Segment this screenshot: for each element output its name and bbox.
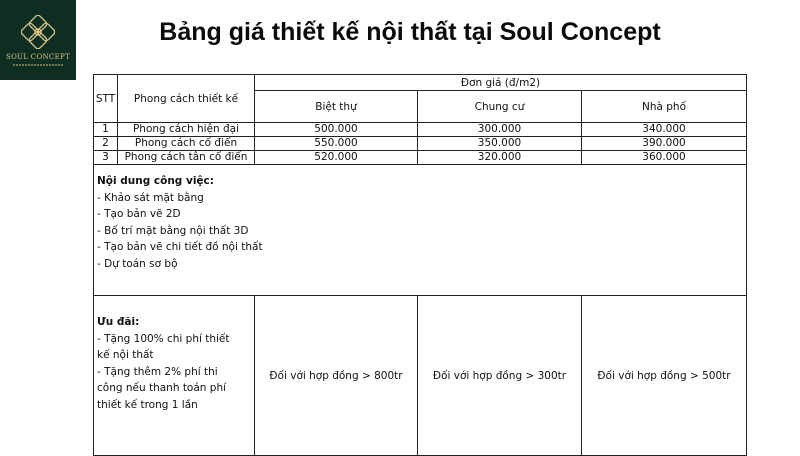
table-row (94, 137, 747, 151)
work-content-item: - Khảo sát mặt bằng (97, 191, 204, 204)
offer-apartment: Đối với hợp đồng > 300tr (418, 296, 582, 456)
cell-townhouse: 340.000 (582, 123, 747, 137)
header-apartment: Chung cư (418, 91, 582, 123)
work-content-item: - Dự toán sơ bộ (97, 257, 178, 270)
cell-apartment: 300.000 (418, 123, 582, 137)
cell-stt: 1 (94, 123, 118, 137)
logo-tagline (13, 64, 63, 66)
cell-villa: 500.000 (255, 123, 418, 137)
offer-townhouse: Đối với hợp đồng > 500tr (582, 296, 747, 456)
cell-villa: 550.000 (255, 137, 418, 151)
brand-logo (0, 0, 76, 80)
work-content-item: - Bố trí mặt bằng nội thất 3D (97, 224, 249, 237)
cell-apartment: 350.000 (418, 137, 582, 151)
work-content-item: - Tạo bản vẽ chi tiết đồ nội thất (97, 241, 263, 253)
cell-townhouse: 390.000 (582, 137, 747, 151)
cell-style: Phong cách hiện đại (118, 123, 255, 137)
price-table (93, 74, 747, 456)
cell-apartment: 320.000 (418, 151, 582, 165)
header-style: Phong cách thiết kế (118, 75, 255, 123)
cell-style: Phong cách cổ điển (118, 137, 255, 151)
cell-stt: 3 (94, 151, 118, 165)
work-content-cell (94, 165, 747, 296)
work-content-title: Nội dung công việc: (97, 175, 214, 187)
offer-villa: Đối với hợp đồng > 800tr (255, 296, 418, 456)
offer-item: - Tặng 100% chi phí thiết kế nội thất (97, 332, 230, 361)
header-villa: Biệt thự (255, 91, 418, 123)
offer-row (94, 296, 747, 456)
table-row (94, 151, 747, 165)
cell-stt: 2 (94, 137, 118, 151)
work-content-row (94, 165, 747, 296)
cell-townhouse: 360.000 (582, 151, 747, 165)
table-row (94, 123, 747, 137)
offer-title: Ưu đãi: (97, 316, 140, 328)
cell-style: Phong cách tân cổ điển (118, 151, 255, 165)
offer-cell (94, 296, 255, 456)
header-unit-price: Đơn giá (đ/m2) (255, 75, 747, 91)
header-townhouse: Nhà phố (582, 91, 747, 123)
header-row (94, 75, 747, 91)
page-title: Bảng giá thiết kế nội thất tại Soul Concept (159, 18, 661, 46)
logo-text: SOUL CONCEPT (6, 52, 70, 61)
cell-villa: 520.000 (255, 151, 418, 165)
work-content-item: - Tạo bản vẽ 2D (97, 208, 181, 220)
soul-concept-logo-icon (21, 15, 55, 49)
offer-item: - Tặng thêm 2% phí thi công nếu thanh toán phí thiết kế trong 1 lần (97, 365, 227, 411)
header-stt: STT (94, 75, 118, 123)
